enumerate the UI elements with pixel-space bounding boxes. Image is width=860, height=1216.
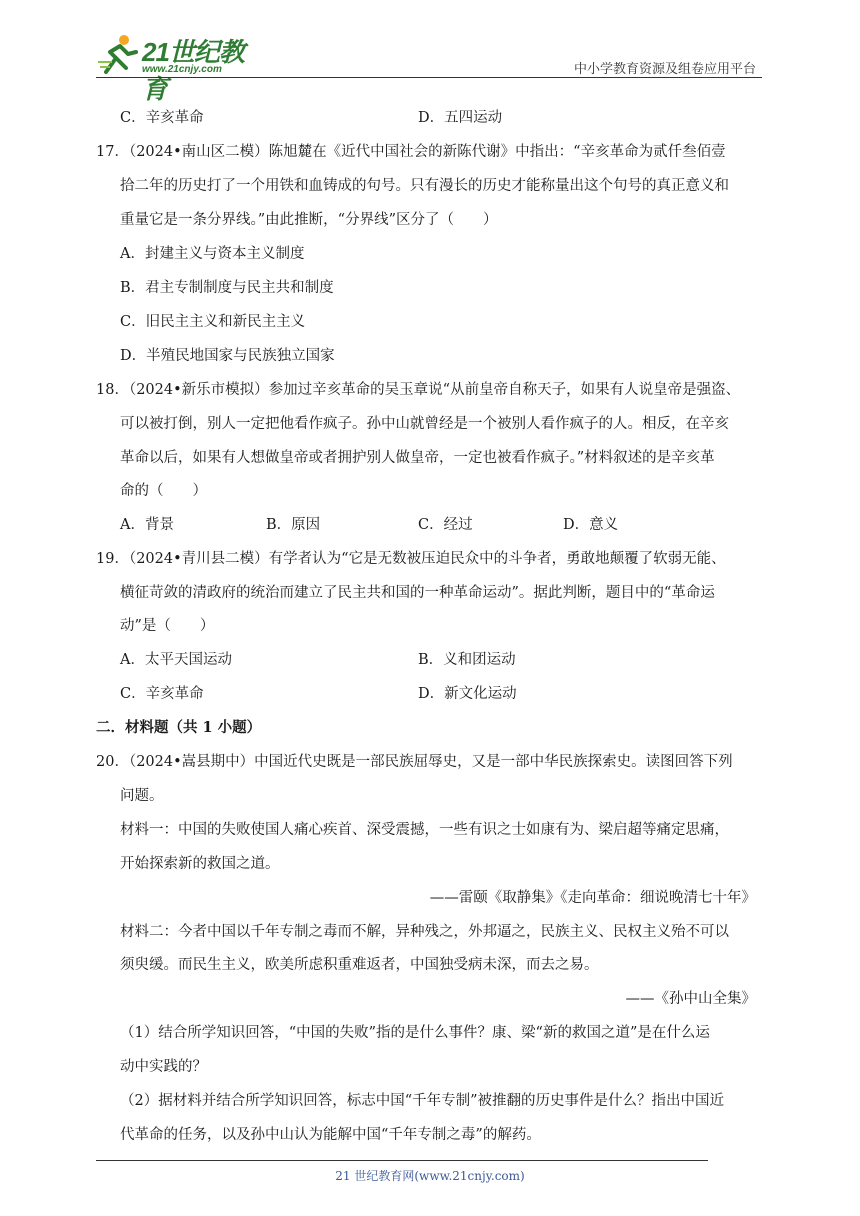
q17-line-3: 重量它是一条分界线。”由此推断，“分界线”区分了（ ） (120, 212, 498, 228)
q20-material2-line-1: 材料二：今者中国以千年专制之毒而不解，异种残之，外邦逼之，民族主义、民权主义殆不可以 (120, 924, 729, 940)
q20-source-1: ——雷颐《取静集》《走向革命：细说晚清七十年》 (429, 890, 756, 906)
q17-line-1: 17．（2024•南山区二模）陈旭麓在《近代中国社会的新陈代谢》中指出：“辛亥革命为贰仟叁佰壹 (96, 144, 726, 160)
q17-option-a: A．封建主义与资本主义制度 (120, 246, 305, 262)
q18-option-a: A．背景 (120, 517, 174, 533)
q17-option-d: D．半殖民地国家与民族独立国家 (120, 348, 335, 364)
q18-line-3: 革命以后，如果有人想做皇帝或者拥护别人做皇帝，一定也被看作疯子。”材料叙述的是辛亥革 (120, 450, 715, 466)
q20-line-2: 问题。 (120, 788, 164, 804)
site-logo[interactable] (96, 30, 261, 104)
q20-material2-line-2: 须臾缓。而民生主义，欧美所虑积重难返者，中国独受病未深，而去之易。 (120, 957, 599, 973)
platform-title: 中小学教育资源及组卷应用平台 (573, 62, 756, 77)
q19-option-c: C．辛亥革命 (120, 686, 204, 702)
q18-option-b: B．原因 (266, 517, 321, 533)
runner-logo-icon (96, 32, 140, 76)
section-heading: 二．材料题（共 1 小题） (96, 719, 262, 736)
q18-option-c: C．经过 (418, 517, 473, 533)
q19-option-a: A．太平天国运动 (120, 652, 232, 668)
q20-sub2-line-1: （2）据材料并结合所学知识回答，标志中国“千年专制”被推翻的历史事件是什么？指出中国近 (120, 1093, 725, 1109)
q19-option-d: D．新文化运动 (418, 686, 517, 702)
q20-material1-line-1: 材料一：中国的失败使国人痛心疾首、深受震撼，一些有识之士如康有为、梁启超等痛定思痛， (120, 822, 729, 838)
prev-option-c: C．辛亥革命 (120, 110, 204, 126)
q20-sub1-line-1: （1）结合所学知识回答，“中国的失败”指的是什么事件？康、梁“新的救国之道”是在什么运 (120, 1025, 710, 1041)
logo-url-text: www.21cnjy.com (142, 64, 222, 75)
footer-divider (96, 1160, 708, 1161)
q18-line-1: 18．（2024•新乐市模拟）参加过辛亥革命的吴玉章说“从前皇帝自称天子，如果有人说皇帝是强盗、 (96, 382, 741, 398)
q18-option-d: D．意义 (563, 517, 619, 533)
q19-line-1: 19．（2024•青川县二模）有学者认为“它是无数被压迫民众中的斗争者，勇敢地颠覆了软弱无能、 (96, 551, 726, 567)
q17-line-2: 拾二年的历史打了一个用铁和血铸成的句号。只有漫长的历史才能称量出这个句号的真正意义和 (120, 178, 729, 194)
q20-sub1-line-2: 动中实践的？ (120, 1059, 207, 1075)
q17-option-c: C．旧民主主义和新民主主义 (120, 314, 306, 330)
q17-option-b: B．君主专制制度与民主共和制度 (120, 280, 334, 296)
page-header (0, 0, 860, 104)
q19-line-3: 动”是（ ） (120, 618, 215, 634)
q18-line-2: 可以被打倒，别人一定把他看作疯子。孙中山就曾经是一个被别人看作疯子的人。相反，在辛亥 (120, 416, 729, 432)
q20-sub2-line-2: 代革命的任务，以及孙中山认为能解中国“千年专制之毒”的解药。 (120, 1127, 541, 1143)
q20-material1-line-2: 开始探索新的救国之道。 (120, 856, 280, 872)
q19-line-2: 横征苛敛的清政府的统治而建立了民主共和国的一种革命运动”。据此判断，题目中的“革命运 (120, 585, 715, 601)
logo-brand-text: 21世纪教育 (142, 37, 244, 104)
q20-source-2: ——《孙中山全集》 (625, 991, 756, 1007)
header-divider (96, 77, 762, 78)
q19-option-b: B．义和团运动 (418, 652, 516, 668)
footer-link[interactable]: 21 世纪教育网(www.21cnjy.com) (335, 1169, 525, 1183)
q18-line-4: 命的（ ） (120, 483, 207, 499)
q20-line-1: 20．（2024•嵩县期中）中国近代史既是一部民族屈辱史，又是一部中华民族探索史。读图回答下列 (96, 754, 733, 770)
prev-option-d: D．五四运动 (418, 110, 503, 126)
